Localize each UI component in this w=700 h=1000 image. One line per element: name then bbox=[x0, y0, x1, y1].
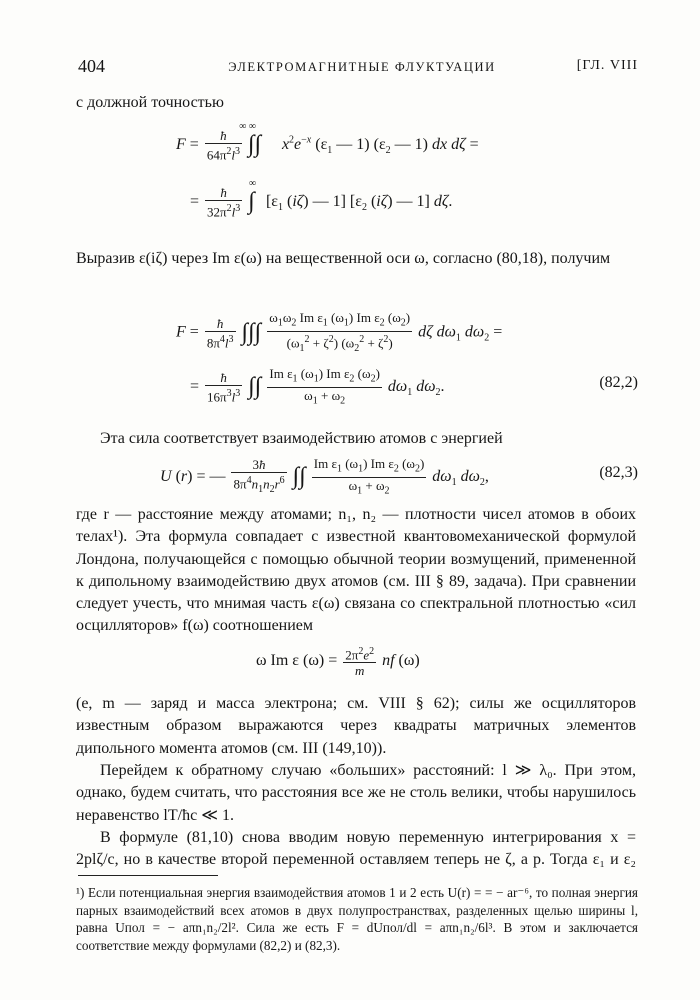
page-number: 404 bbox=[78, 56, 105, 76]
equation-3-number: (82,3) bbox=[599, 464, 638, 481]
paragraph-1: с должной точностью bbox=[76, 94, 224, 111]
equation-2b: = $\frac{ħ}{16\pi^3l^3}$ ∫∫ $\frac{Im \varepsilon_1 (\omega_1) Im \varepsilon_2 (\omega_2)}{\omega_1 + \omega_2}$ $d\omega_1$ $d\omega_2$. bbox=[190, 366, 445, 407]
footnote: ¹) Если потенциальная энергия взаимодействия атомов 1 и 2 есть U(r) = = − ar⁻⁶, то полная энергия парных взаимодействий всех атомов в двух полупространствах, разделенных щелью ширины l, равна Uпол = − aπn₁n₂/2l². Сила же есть F = dUпол/dl = aπn₁n₂/6l³. В этом и заключается соответствие между формулами (82,2) и (82,3). bbox=[76, 885, 638, 953]
equation-1a: F = $\frac{ħ}{64\pi^2l^3}$ ∫∫∞ ∞ $x^2e^{-x}$ ($\varepsilon_1$ — 1) ($\varepsilon_2$ — 1) dx dζ = bbox=[176, 120, 479, 163]
running-header bbox=[78, 56, 638, 78]
paragraph-2: Выразив ε(iζ) через Im ε(ω) на вещественной оси ω, согласно (80,18), получим bbox=[76, 250, 611, 267]
paragraph-4: где r — расстояние между атомами; n₁, n₂ — плотности чисел атомов в обоих телах¹). Эта формула совпадает с известной квантовомеханической формулой Лондона, получающейся с помощью обычной теории возмущений, примененной к дипольному взаимодействию двух атомов (см. III § 89, задача). При сравнении следует учесть, что мнимая часть ε(ω) связана со спектральной плотностью «сил осцилляторов» f(ω) соотношением bbox=[76, 506, 636, 635]
equation-4: ω Im ε (ω) = $\frac{2\pi^2e^2}{m}$ nf (ω) bbox=[256, 646, 420, 679]
paragraph-6: Перейдем к обратному случаю «больших» расстояний: l ≫ λ₀. При этом, однако, будем считать, что расстояния все же не столь велики, чтобы нарушилось неравенство lT/ħc ≪ 1. bbox=[76, 762, 636, 824]
chapter-label: [ГЛ. VIII bbox=[576, 58, 638, 73]
equation-3: U (r) = — $\frac{3ħ}{8\pi^4n_1n_2r^6}$ ∫∫ $\frac{Im \varepsilon_1 (\omega_1) Im \varepsilon_2 (\omega_2)}{\omega_1 + \omega_2}$ $d\omega_1$ $d\omega_2$, bbox=[160, 456, 489, 497]
equation-1b: = $\frac{ħ}{32\pi^2l^3}$ ∫∞ [$\varepsilon_1$ (iζ) — 1] [$\varepsilon_2$ (iζ) — 1] dζ. bbox=[190, 177, 453, 220]
equation-2-number: (82,2) bbox=[599, 374, 638, 391]
running-title: ЭЛЕКТРОМАГНИТНЫЕ ФЛУКТУАЦИИ bbox=[228, 60, 496, 74]
paragraph-5: (e, m — заряд и масса электрона; см. VIII § 62); силы же осцилляторов известным образом выражаются через квадраты матричных элементов дипольного момента атомов (см. III (149,10)). bbox=[76, 695, 636, 757]
paragraph-7: В формуле (81,10) снова вводим новую переменную интегрирования x = 2plζ/c, но в качестве второй переменной оставляем теперь не ζ, а p. Тогда ε₁ и ε₂ bbox=[76, 829, 636, 869]
paragraph-3: Эта сила соответствует взаимодействию атомов с энергией bbox=[100, 430, 503, 447]
equation-2a: F = $\frac{ħ}{8\pi^4l^3}$ ∫∫∫ $\frac{\omega_1\omega_2 Im \varepsilon_1 (\omega_1) Im \varepsilon_2 (\omega_2)}{(\omega_1^2 + \zeta^2) (\omega_2^2 + \zeta^2)}$ dζ $d\omega_1$ $d\omega_2$ = bbox=[176, 310, 503, 354]
footnote-rule bbox=[78, 875, 218, 876]
